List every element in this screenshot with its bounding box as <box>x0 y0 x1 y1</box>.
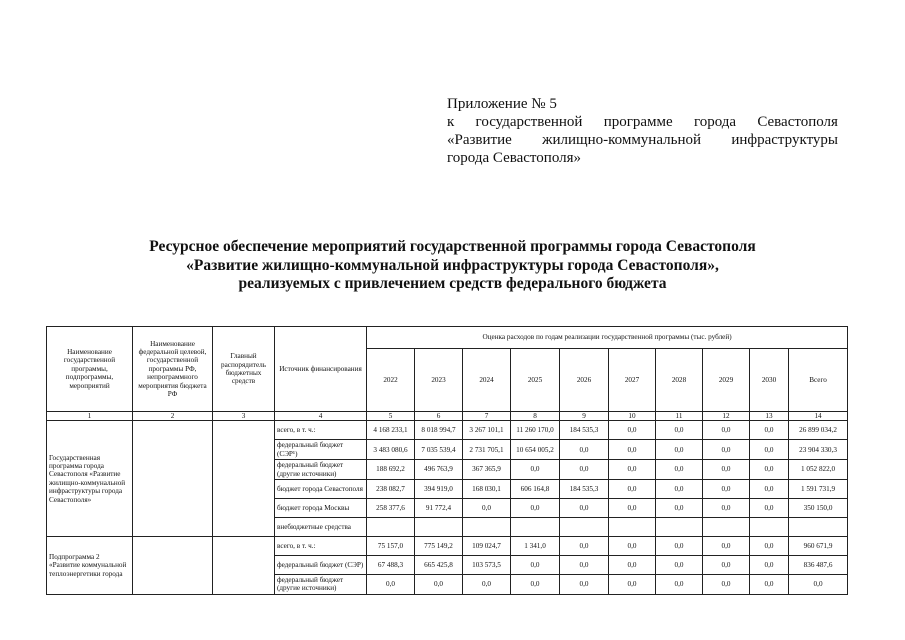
value-cell: 0,0 <box>609 421 656 440</box>
value-cell: 606 164,8 <box>511 480 560 499</box>
value-cell: 0,0 <box>703 575 750 595</box>
value-cell: 0,0 <box>656 537 703 556</box>
value-cell: 0,0 <box>511 556 560 575</box>
value-cell: 2 731 705,1 <box>463 440 511 460</box>
value-cell: 91 772,4 <box>415 499 463 518</box>
value-cell: 0,0 <box>560 460 609 480</box>
value-cell: 0,0 <box>609 575 656 595</box>
program-name: Государственная программа города Севастополя «Развитие жилищно-коммунальной инфраструктуры города Севастополя» <box>47 421 133 537</box>
value-cell: 0,0 <box>511 575 560 595</box>
value-cell: 168 030,1 <box>463 480 511 499</box>
title-line-3: реализуемых с привлечением средств федерального бюджета <box>238 275 667 292</box>
value-cell: 0,0 <box>656 575 703 595</box>
total-cell: 836 487,6 <box>789 556 848 575</box>
value-cell: 103 573,5 <box>463 556 511 575</box>
value-cell: 0,0 <box>750 556 789 575</box>
source-cell: федеральный бюджет (другие источники) <box>275 575 367 595</box>
value-cell <box>656 518 703 537</box>
value-cell: 0,0 <box>656 480 703 499</box>
value-cell: 0,0 <box>656 440 703 460</box>
header-year: 2023 <box>415 349 463 412</box>
value-cell: 4 168 233,1 <box>367 421 415 440</box>
column-index: 12 <box>703 412 750 421</box>
value-cell: 184 535,3 <box>560 480 609 499</box>
header-year: 2027 <box>609 349 656 412</box>
value-cell: 75 157,0 <box>367 537 415 556</box>
value-cell: 0,0 <box>656 499 703 518</box>
source-cell: всего, в т. ч.: <box>275 421 367 440</box>
header-year: 2029 <box>703 349 750 412</box>
column-index: 4 <box>275 412 367 421</box>
table-row <box>47 537 848 556</box>
value-cell: 1 341,0 <box>511 537 560 556</box>
column-index: 1 <box>47 412 133 421</box>
total-cell: 350 150,0 <box>789 499 848 518</box>
value-cell: 109 024,7 <box>463 537 511 556</box>
admin-cell <box>213 537 275 595</box>
header-year: 2028 <box>656 349 703 412</box>
value-cell: 0,0 <box>560 440 609 460</box>
target-program-cell <box>133 537 213 595</box>
value-cell: 0,0 <box>560 499 609 518</box>
value-cell: 0,0 <box>703 440 750 460</box>
value-cell: 3 267 101,1 <box>463 421 511 440</box>
column-index: 13 <box>750 412 789 421</box>
header-total: Всего <box>789 349 848 412</box>
value-cell: 8 018 994,7 <box>415 421 463 440</box>
value-cell: 67 488,3 <box>367 556 415 575</box>
column-index: 3 <box>213 412 275 421</box>
total-cell: 0,0 <box>789 575 848 595</box>
value-cell: 238 082,7 <box>367 480 415 499</box>
value-cell <box>415 518 463 537</box>
value-cell: 0,0 <box>463 499 511 518</box>
column-index-row <box>47 412 848 421</box>
total-cell: 26 899 034,2 <box>789 421 848 440</box>
value-cell: 0,0 <box>609 460 656 480</box>
header-year: 2030 <box>750 349 789 412</box>
value-cell: 0,0 <box>560 556 609 575</box>
column-index: 5 <box>367 412 415 421</box>
column-index: 8 <box>511 412 560 421</box>
title-line-2: «Развитие жилищно-коммунальной инфраструктуры города Севастополя», <box>186 256 719 274</box>
value-cell: 394 919,0 <box>415 480 463 499</box>
source-cell: федеральный бюджет (другие источники) <box>275 460 367 480</box>
header-source: Источник финансирования <box>275 327 367 412</box>
value-cell: 665 425,8 <box>415 556 463 575</box>
value-cell: 0,0 <box>703 499 750 518</box>
value-cell: 496 763,9 <box>415 460 463 480</box>
value-cell: 0,0 <box>750 575 789 595</box>
appendix-line-3: города Севастополя» <box>447 150 582 166</box>
value-cell <box>367 518 415 537</box>
value-cell: 0,0 <box>750 499 789 518</box>
header-year: 2024 <box>463 349 511 412</box>
title-line-1: Ресурсное обеспечение мероприятий государственной программы города Севастополя <box>149 238 756 255</box>
table-row <box>47 421 848 440</box>
appendix-number: Приложение № 5 <box>447 96 557 112</box>
appendix-word: программе <box>603 114 673 130</box>
value-cell: 0,0 <box>703 556 750 575</box>
value-cell: 0,0 <box>750 440 789 460</box>
value-cell: 0,0 <box>609 440 656 460</box>
header-name: Наименование государственной программы, подпрограммы, мероприятий <box>47 327 133 412</box>
appendix-line-2 <box>447 131 838 149</box>
total-cell: 23 904 330,3 <box>789 440 848 460</box>
source-cell: федеральный бюджет (СЭР) <box>275 556 367 575</box>
appendix-word: Севастополя <box>757 114 838 130</box>
value-cell: 0,0 <box>750 480 789 499</box>
value-cell: 11 260 170,0 <box>511 421 560 440</box>
value-cell: 7 035 539,4 <box>415 440 463 460</box>
value-cell: 0,0 <box>703 480 750 499</box>
value-cell <box>560 518 609 537</box>
source-cell: внебюджетные средства <box>275 518 367 537</box>
column-index: 6 <box>415 412 463 421</box>
value-cell: 0,0 <box>656 460 703 480</box>
header-year: 2025 <box>511 349 560 412</box>
column-index: 9 <box>560 412 609 421</box>
value-cell <box>750 518 789 537</box>
header-admin: Главный распорядитель бюджетных средств <box>213 327 275 412</box>
appendix-word: инфраструктуры <box>731 132 838 148</box>
total-cell <box>789 518 848 537</box>
header-year: 2022 <box>367 349 415 412</box>
value-cell: 0,0 <box>511 460 560 480</box>
appendix-word: государственной <box>475 114 583 130</box>
value-cell: 0,0 <box>560 575 609 595</box>
value-cell: 258 377,6 <box>367 499 415 518</box>
header-estimate: Оценка расходов по годам реализации государственной программы (тыс. рублей) <box>367 327 848 349</box>
admin-cell <box>213 421 275 537</box>
value-cell: 0,0 <box>656 421 703 440</box>
source-cell: федеральный бюджет (СЭР¹) <box>275 440 367 460</box>
value-cell: 0,0 <box>656 556 703 575</box>
value-cell: 0,0 <box>609 480 656 499</box>
subprogram-name: Подпрограмма 2 «Развитие коммунальной теплоэнергетики города <box>47 537 133 595</box>
appendix-block <box>447 95 838 167</box>
appendix-word: «Развитие <box>447 132 512 148</box>
column-index: 11 <box>656 412 703 421</box>
appendix-word: города <box>693 114 737 130</box>
appendix-word: жилищно-коммунальной <box>542 132 702 148</box>
value-cell <box>511 518 560 537</box>
value-cell: 0,0 <box>609 537 656 556</box>
value-cell <box>609 518 656 537</box>
value-cell: 0,0 <box>415 575 463 595</box>
appendix-line-1 <box>447 113 838 131</box>
column-index: 2 <box>133 412 213 421</box>
total-cell: 1 591 731,9 <box>789 480 848 499</box>
appendix-word: к <box>447 114 455 130</box>
value-cell: 3 483 080,6 <box>367 440 415 460</box>
value-cell: 0,0 <box>560 537 609 556</box>
source-cell: бюджет города Москвы <box>275 499 367 518</box>
source-cell: бюджет города Севастополя <box>275 480 367 499</box>
column-index: 14 <box>789 412 848 421</box>
value-cell: 0,0 <box>703 421 750 440</box>
value-cell: 0,0 <box>750 421 789 440</box>
value-cell: 367 365,9 <box>463 460 511 480</box>
column-index: 10 <box>609 412 656 421</box>
column-index: 7 <box>463 412 511 421</box>
value-cell: 0,0 <box>703 460 750 480</box>
value-cell: 0,0 <box>609 556 656 575</box>
value-cell: 0,0 <box>463 575 511 595</box>
value-cell <box>703 518 750 537</box>
value-cell: 0,0 <box>367 575 415 595</box>
value-cell: 184 535,3 <box>560 421 609 440</box>
target-program-cell <box>133 421 213 537</box>
value-cell: 0,0 <box>511 499 560 518</box>
header-target-program: Наименование федеральной целевой, государственной программы РФ, непрограммного мероприятия бюджета РФ <box>133 327 213 412</box>
source-cell: всего, в т. ч.: <box>275 537 367 556</box>
value-cell: 775 149,2 <box>415 537 463 556</box>
header-year: 2026 <box>560 349 609 412</box>
value-cell <box>463 518 511 537</box>
value-cell: 10 654 005,2 <box>511 440 560 460</box>
value-cell: 0,0 <box>750 537 789 556</box>
value-cell: 188 692,2 <box>367 460 415 480</box>
total-cell: 960 671,9 <box>789 537 848 556</box>
value-cell: 0,0 <box>703 537 750 556</box>
document-title <box>120 238 785 294</box>
value-cell: 0,0 <box>750 460 789 480</box>
value-cell: 0,0 <box>609 499 656 518</box>
resource-table <box>46 326 848 595</box>
total-cell: 1 052 822,0 <box>789 460 848 480</box>
